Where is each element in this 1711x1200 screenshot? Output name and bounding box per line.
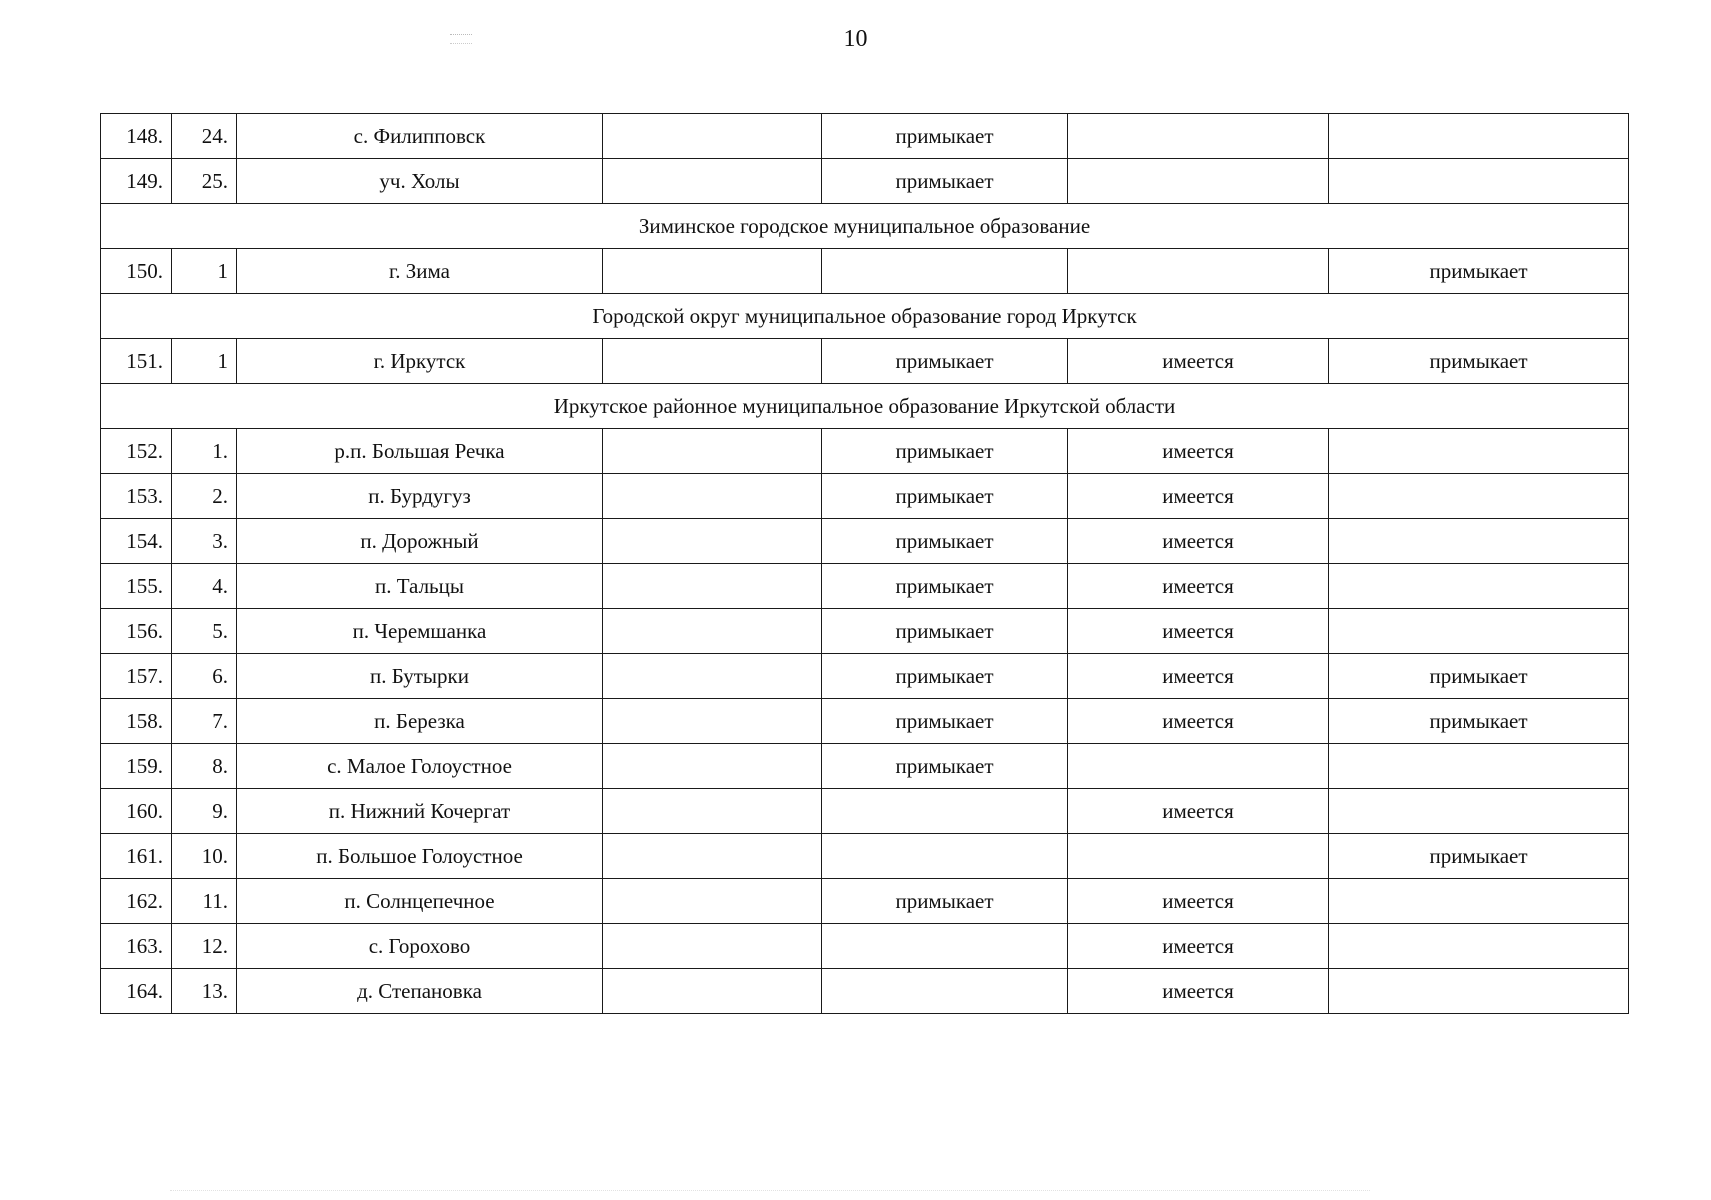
column-7-cell [1329, 474, 1629, 519]
sub-number-cell: 6. [172, 654, 237, 699]
row-number-cell: 155. [101, 564, 172, 609]
row-number-cell: 152. [101, 429, 172, 474]
sub-number-cell: 11. [172, 879, 237, 924]
column-4-cell [603, 744, 822, 789]
settlement-name-cell: р.п. Большая Речка [237, 429, 603, 474]
column-4-cell [603, 789, 822, 834]
column-5-cell [822, 789, 1068, 834]
table-row [101, 789, 1629, 834]
table-row [101, 969, 1629, 1014]
section-row [101, 204, 1629, 249]
column-7-cell: примыкает [1329, 834, 1629, 879]
settlement-name-cell: п. Солнцепечное [237, 879, 603, 924]
section-title: Иркутское районное муниципальное образование Иркутской области [101, 384, 1629, 429]
sub-number-cell: 4. [172, 564, 237, 609]
column-6-cell [1068, 834, 1329, 879]
column-7-cell [1329, 924, 1629, 969]
sub-number-cell: 8. [172, 744, 237, 789]
column-5-cell: примыкает [822, 159, 1068, 204]
settlement-name-cell: п. Дорожный [237, 519, 603, 564]
row-number-cell: 162. [101, 879, 172, 924]
column-6-cell [1068, 114, 1329, 159]
column-6-cell [1068, 159, 1329, 204]
settlements-table [100, 113, 1629, 1014]
column-4-cell [603, 699, 822, 744]
sub-number-cell: 12. [172, 924, 237, 969]
column-6-cell: имеется [1068, 564, 1329, 609]
settlement-name-cell: п. Большое Голоустное [237, 834, 603, 879]
column-7-cell [1329, 519, 1629, 564]
settlement-name-cell: п. Нижний Кочергат [237, 789, 603, 834]
column-5-cell: примыкает [822, 744, 1068, 789]
column-6-cell: имеется [1068, 924, 1329, 969]
column-6-cell: имеется [1068, 519, 1329, 564]
table-row [101, 474, 1629, 519]
row-number-cell: 150. [101, 249, 172, 294]
row-number-cell: 148. [101, 114, 172, 159]
column-6-cell: имеется [1068, 699, 1329, 744]
column-5-cell: примыкает [822, 879, 1068, 924]
column-7-cell [1329, 789, 1629, 834]
column-5-cell: примыкает [822, 339, 1068, 384]
row-number-cell: 161. [101, 834, 172, 879]
column-4-cell [603, 564, 822, 609]
column-4-cell [603, 474, 822, 519]
column-7-cell [1329, 429, 1629, 474]
row-number-cell: 151. [101, 339, 172, 384]
sub-number-cell: 3. [172, 519, 237, 564]
column-6-cell: имеется [1068, 474, 1329, 519]
table-row [101, 114, 1629, 159]
settlement-name-cell: с. Филипповск [237, 114, 603, 159]
row-number-cell: 154. [101, 519, 172, 564]
column-5-cell: примыкает [822, 654, 1068, 699]
column-7-cell: примыкает [1329, 654, 1629, 699]
sub-number-cell: 24. [172, 114, 237, 159]
sub-number-cell: 1 [172, 249, 237, 294]
column-7-cell [1329, 744, 1629, 789]
sub-number-cell: 1. [172, 429, 237, 474]
column-6-cell: имеется [1068, 654, 1329, 699]
sub-number-cell: 7. [172, 699, 237, 744]
table-row [101, 519, 1629, 564]
column-4-cell [603, 429, 822, 474]
sub-number-cell: 5. [172, 609, 237, 654]
column-4-cell [603, 879, 822, 924]
scan-artifact-bottom [170, 1190, 1370, 1192]
row-number-cell: 156. [101, 609, 172, 654]
table-row [101, 744, 1629, 789]
settlement-name-cell: г. Иркутск [237, 339, 603, 384]
row-number-cell: 149. [101, 159, 172, 204]
settlement-name-cell: п. Черемшанка [237, 609, 603, 654]
settlement-name-cell: д. Степановка [237, 969, 603, 1014]
column-4-cell [603, 969, 822, 1014]
column-7-cell [1329, 609, 1629, 654]
row-number-cell: 163. [101, 924, 172, 969]
section-row [101, 384, 1629, 429]
sub-number-cell: 1 [172, 339, 237, 384]
column-7-cell: примыкает [1329, 699, 1629, 744]
table-row [101, 699, 1629, 744]
column-6-cell: имеется [1068, 879, 1329, 924]
column-5-cell [822, 834, 1068, 879]
column-6-cell: имеется [1068, 339, 1329, 384]
table-row [101, 339, 1629, 384]
table-row [101, 924, 1629, 969]
settlement-name-cell: п. Тальцы [237, 564, 603, 609]
table-row [101, 654, 1629, 699]
settlement-name-cell: п. Бутырки [237, 654, 603, 699]
row-number-cell: 153. [101, 474, 172, 519]
column-4-cell [603, 159, 822, 204]
table-row [101, 609, 1629, 654]
settlement-name-cell: с. Горохово [237, 924, 603, 969]
table-row [101, 159, 1629, 204]
section-title: Городской округ муниципальное образование город Иркутск [101, 294, 1629, 339]
settlement-name-cell: п. Березка [237, 699, 603, 744]
column-4-cell [603, 834, 822, 879]
row-number-cell: 157. [101, 654, 172, 699]
column-4-cell [603, 609, 822, 654]
table-row [101, 249, 1629, 294]
sub-number-cell: 10. [172, 834, 237, 879]
column-7-cell [1329, 159, 1629, 204]
table-row [101, 564, 1629, 609]
column-4-cell [603, 249, 822, 294]
sub-number-cell: 13. [172, 969, 237, 1014]
sub-number-cell: 25. [172, 159, 237, 204]
column-4-cell [603, 924, 822, 969]
column-7-cell [1329, 564, 1629, 609]
column-5-cell [822, 969, 1068, 1014]
column-6-cell: имеется [1068, 789, 1329, 834]
column-7-cell [1329, 114, 1629, 159]
settlement-name-cell: г. Зима [237, 249, 603, 294]
column-5-cell: примыкает [822, 474, 1068, 519]
row-number-cell: 159. [101, 744, 172, 789]
column-6-cell: имеется [1068, 969, 1329, 1014]
section-title: Зиминское городское муниципальное образование [101, 204, 1629, 249]
column-4-cell [603, 654, 822, 699]
settlement-name-cell: уч. Холы [237, 159, 603, 204]
column-5-cell: примыкает [822, 699, 1068, 744]
column-5-cell: примыкает [822, 519, 1068, 564]
column-7-cell [1329, 969, 1629, 1014]
column-7-cell: примыкает [1329, 249, 1629, 294]
row-number-cell: 160. [101, 789, 172, 834]
column-4-cell [603, 339, 822, 384]
table-row [101, 429, 1629, 474]
column-6-cell: имеется [1068, 609, 1329, 654]
row-number-cell: 164. [101, 969, 172, 1014]
column-7-cell [1329, 879, 1629, 924]
row-number-cell: 158. [101, 699, 172, 744]
column-6-cell [1068, 744, 1329, 789]
column-5-cell [822, 249, 1068, 294]
table-row [101, 834, 1629, 879]
settlement-name-cell: с. Малое Голоустное [237, 744, 603, 789]
column-5-cell: примыкает [822, 564, 1068, 609]
column-5-cell: примыкает [822, 609, 1068, 654]
column-6-cell [1068, 249, 1329, 294]
section-row [101, 294, 1629, 339]
column-7-cell: примыкает [1329, 339, 1629, 384]
sub-number-cell: 2. [172, 474, 237, 519]
page-number: 10 [843, 26, 868, 52]
column-5-cell [822, 924, 1068, 969]
column-4-cell [603, 114, 822, 159]
table-body [101, 114, 1629, 1014]
column-5-cell: примыкает [822, 114, 1068, 159]
sub-number-cell: 9. [172, 789, 237, 834]
column-6-cell: имеется [1068, 429, 1329, 474]
table-row [101, 879, 1629, 924]
column-4-cell [603, 519, 822, 564]
column-5-cell: примыкает [822, 429, 1068, 474]
settlement-name-cell: п. Бурдугуз [237, 474, 603, 519]
